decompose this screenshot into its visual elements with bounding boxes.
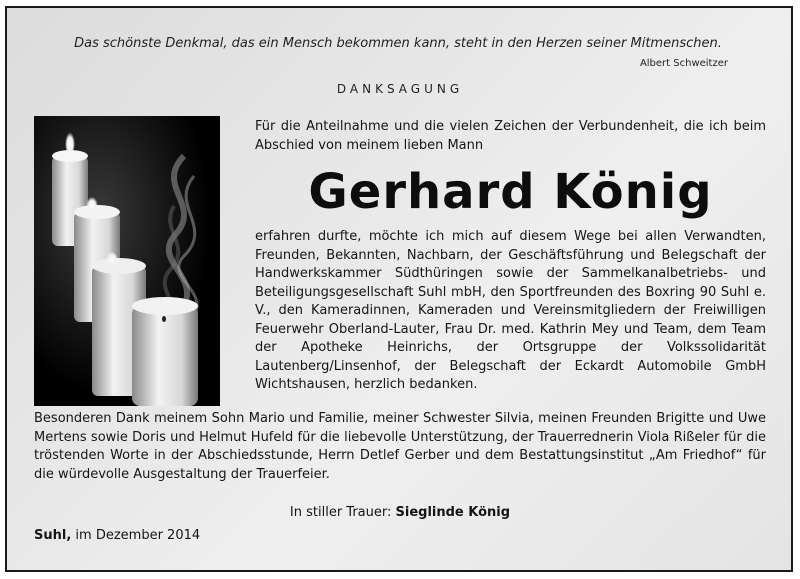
closing-signature	[0, 505, 800, 520]
quote-text: Das schönste Denkmal, das ein Mensch bekommen kann, steht in den Herzen seiner Mitmenschen.	[74, 36, 722, 51]
place-date	[34, 528, 200, 543]
candles-photo	[34, 116, 220, 406]
thanks-paragraph-1: erfahren durfte, möchte ich mich auf diesem Wege bei allen Verwandten, Freunden, Bekannten, Nachbarn, der Geschäftsführung und Belegschaft der Handwerkskammer Südthüringen sowie der Sammelkanalbetriebs- und Beteiligungsgesellschaft Suhl mbH, den Sportfreunden des Boxring 90 Suhl e. V., den Kameradinnen, Kameraden und Vereinsmitgliedern der Freiwilligen Feuerwehr Oberland-Lauter, Frau Dr. med. Kathrin Mey und Team, dem Team der Apotheke Heinrichs, der Ortsgruppe der Volkssolidarität Lautenberg/Linsenhof, der Belegschaft der Eckardt Automobile GmbH Wichtshausen, herzlich bedanken.	[255, 229, 766, 392]
deceased-name: Gerhard König	[308, 164, 713, 220]
signer-name: Sieglinde König	[395, 505, 511, 520]
quote-author: Albert Schweitzer	[639, 58, 728, 69]
heading-danksagung: DANKSAGUNG	[336, 82, 464, 96]
intro-text: Für die Anteilnahme und die vielen Zeichen der Verbundenheit, die ich beim Abschied von meinem lieben Mann	[255, 119, 766, 153]
thanks-paragraph-2: Besonderen Dank meinem Sohn Mario und Familie, meiner Schwester Silvia, meinen Freunden Brigitte und Uwe Mertens sowie Doris und Helmut Hufeld für die liebevolle Unterstützung, der Trauerrednerin Viola Rißeler für die tröstenden Worte in der Abschiedsstunde, Herrn Detlef Gerber und dem Bestattungsinstitut „Am Friedhof“ für die würdevolle Ausgestaltung der Trauerfeier.	[34, 411, 766, 482]
place-date-text: im Dezember 2014	[71, 528, 201, 543]
closing-prefix: In stiller Trauer:	[289, 505, 396, 520]
place-city: Suhl,	[34, 528, 72, 543]
